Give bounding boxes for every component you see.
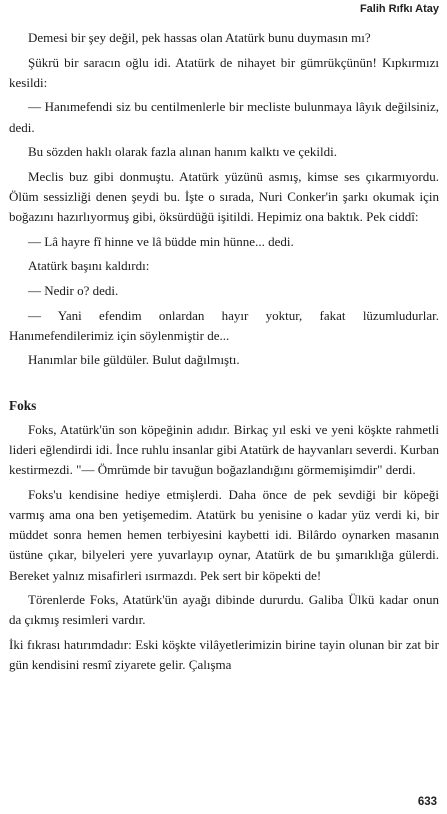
running-header: Falih Rıfkı Atay (359, 3, 439, 15)
paragraph: — Nedir o? dedi. (28, 282, 119, 298)
page-number: 633 (417, 796, 437, 808)
paragraph: Törenlerde Foks, Atatürk'ün ayağı dibinde dururdu. Galiba Ülkü kadar onun da çıkmış resimleri vardır. (9, 592, 439, 628)
paragraph: Şükrü bir saracın oğlu idi. Atatürk de nihayet bir gümrükçünün! Kıpkırmızı kesildi: (9, 54, 439, 90)
paragraph: Demesi bir şey değil, pek hassas olan Atatürk bunu duymasın mı? (28, 30, 371, 45)
paragraph: Hanımlar bile güldüler. Bulut dağılmıştı. (28, 352, 240, 368)
section-heading: Foks (9, 397, 37, 413)
paragraph: Bu sözden haklı olarak fazla alınan hanım kalktı ve çekildi. (28, 144, 338, 160)
paragraph: Foks'u kendisine hediye etmişlerdi. Daha önce de pek sevdiği bir köpeği varmış ama ona ben yetişemedim. Atatürk bu yenisine o kadar yüz verdi ki, bir müddet sonra hemen hemen terbiyesini kaybetti idi. Bilârdo oynarken masanın üstüne çıkar, bilyeleri yere yuvarlayıp oynar, Atatürk de bu şımarıklığa gülerdi. Bereket yalnız misafirleri ısırmazdı. Pek sert bir köpekti de! (9, 486, 439, 583)
paragraph: — Hanımefendi siz bu centilmenlerle bir mecliste bulunmaya lâyık değilsiniz, dedi. (9, 99, 439, 135)
paragraph: Atatürk başını kaldırdı: (28, 258, 150, 274)
paragraph: Meclis buz gibi donmuştu. Atatürk yüzünü asmış, kimse ses çıkarmıyordu. Ölüm sessizliği denen şeydi bu. İşte o sırada, Nuri Conker'in şarkı okumak için boğazını hazırlıyormuş gibi, öksürdüğü işitildi. Hepimiz ona baktık. Pek ciddî: (9, 168, 439, 225)
paragraph: — Yani efendim onlardan hayır yoktur, fakat lüzumludurlar. Hanımefendilerimiz için söylenmiştir de... (9, 307, 439, 343)
paragraph: — Lâ hayre fî hinne ve lâ büdde min hünne... dedi. (28, 233, 294, 249)
paragraph: Foks, Atatürk'ün son köpeğinin adıdır. Birkaç yıl eski ve yeni köşkte rahmetli lideri eğlendirdi idi. İnce ruhlu insanlar gibi Atatürk de hayvanları severdi. Kurban kestirmezdi. "— Ömrümde bir tavuğun boğazlandığını görmemişimdir" derdi. (9, 421, 439, 478)
paragraph: İki fıkrası hatırımdadır: Eski köşkte vilâyetlerimizin birine tayin olunan bir zat bir gün kendisini resmî ziyarete gelir. Çalışma (9, 636, 439, 673)
page-body (9, 28, 439, 680)
